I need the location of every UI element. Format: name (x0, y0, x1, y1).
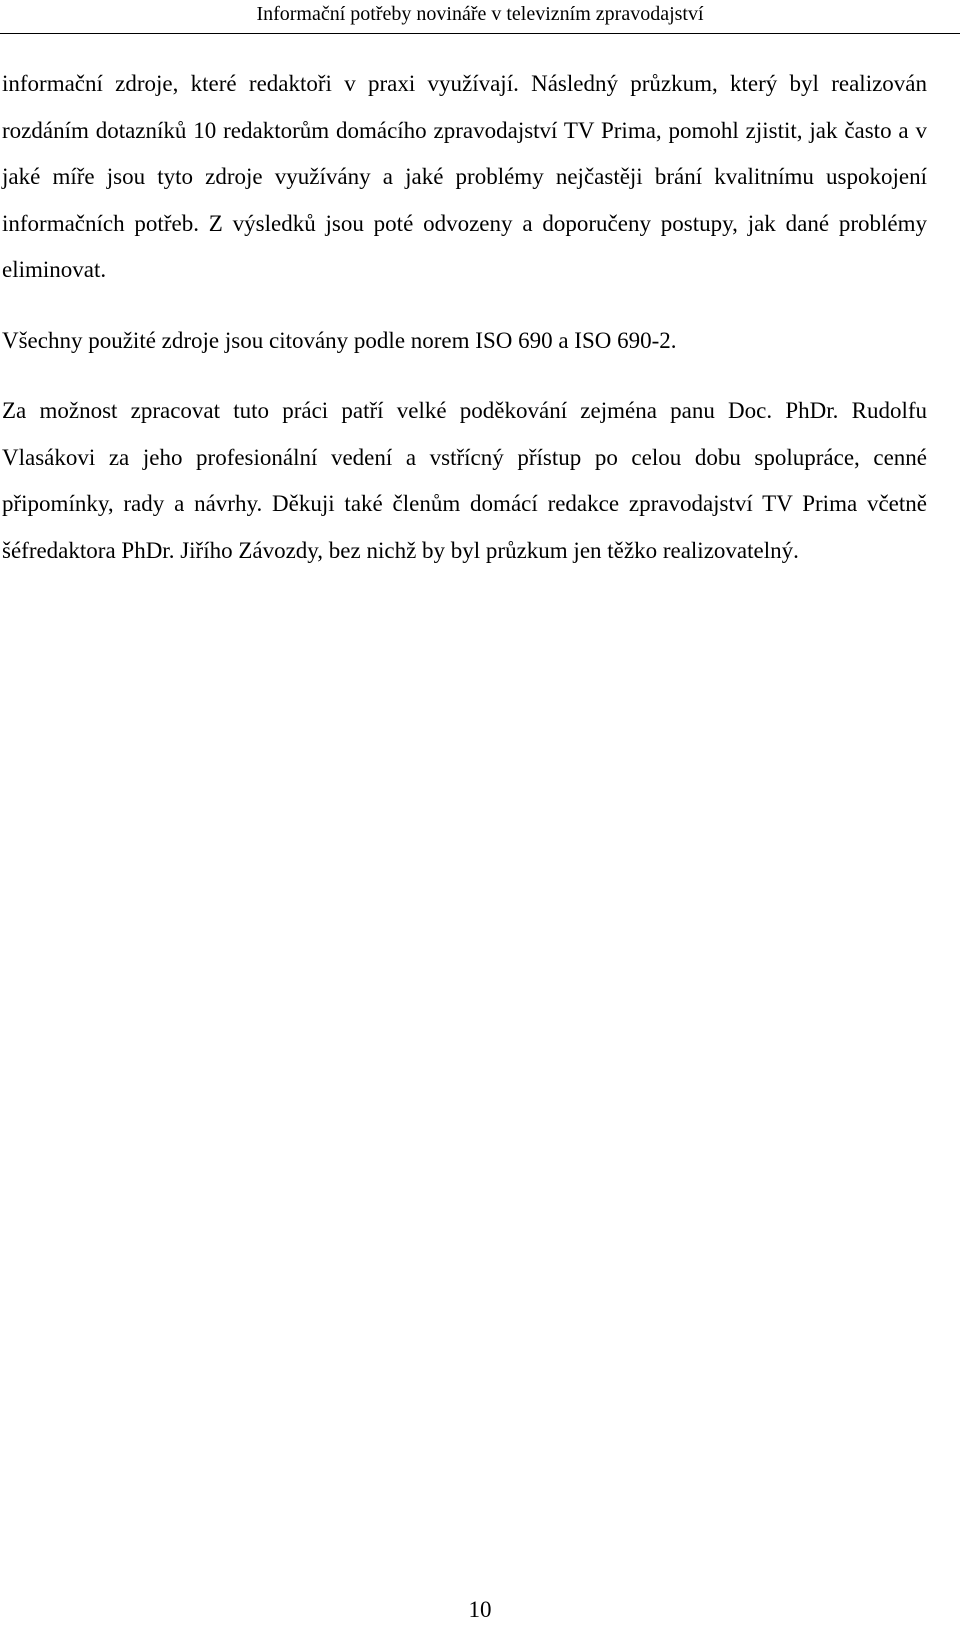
paragraph-acknowledgements: Za možnost zpracovat tuto práci patří velké poděkování zejména panu Doc. PhDr. Rudolfu Vlasákovi za jeho profesionální vedení a vstřícný přístup po celou dobu spolupráce, cenné připomínky, rady a návrhy. Děkuji také členům domácí redakce zpravodajství TV Prima včetně šéfredaktora PhDr. Jiřího Závozdy, bez nichž by byl průzkum jen těžko realizovatelný. (2, 398, 927, 563)
header-divider (0, 33, 960, 34)
paragraph-citations: Všechny použité zdroje jsou citovány podle norem ISO 690 a ISO 690-2. (2, 327, 677, 353)
page-number: 10 (468, 1597, 492, 1622)
running-header: Informační potřeby novináře v televizním zpravodajství (256, 3, 704, 25)
paragraph-methodology: informační zdroje, které redaktoři v praxi využívají. Následný průzkum, který byl realizován rozdáním dotazníků 10 redaktorům domácího zpravodajství TV Prima, pomohl zjistit, jak často a v jaké míře jsou tyto zdroje využívány a jaké problémy nejčastěji brání kvalitnímu uspokojení informačních potřeb. Z výsledků jsou poté odvozeny a doporučeny postupy, jak dané problémy eliminovat. (2, 71, 927, 282)
document-body (2, 61, 927, 574)
